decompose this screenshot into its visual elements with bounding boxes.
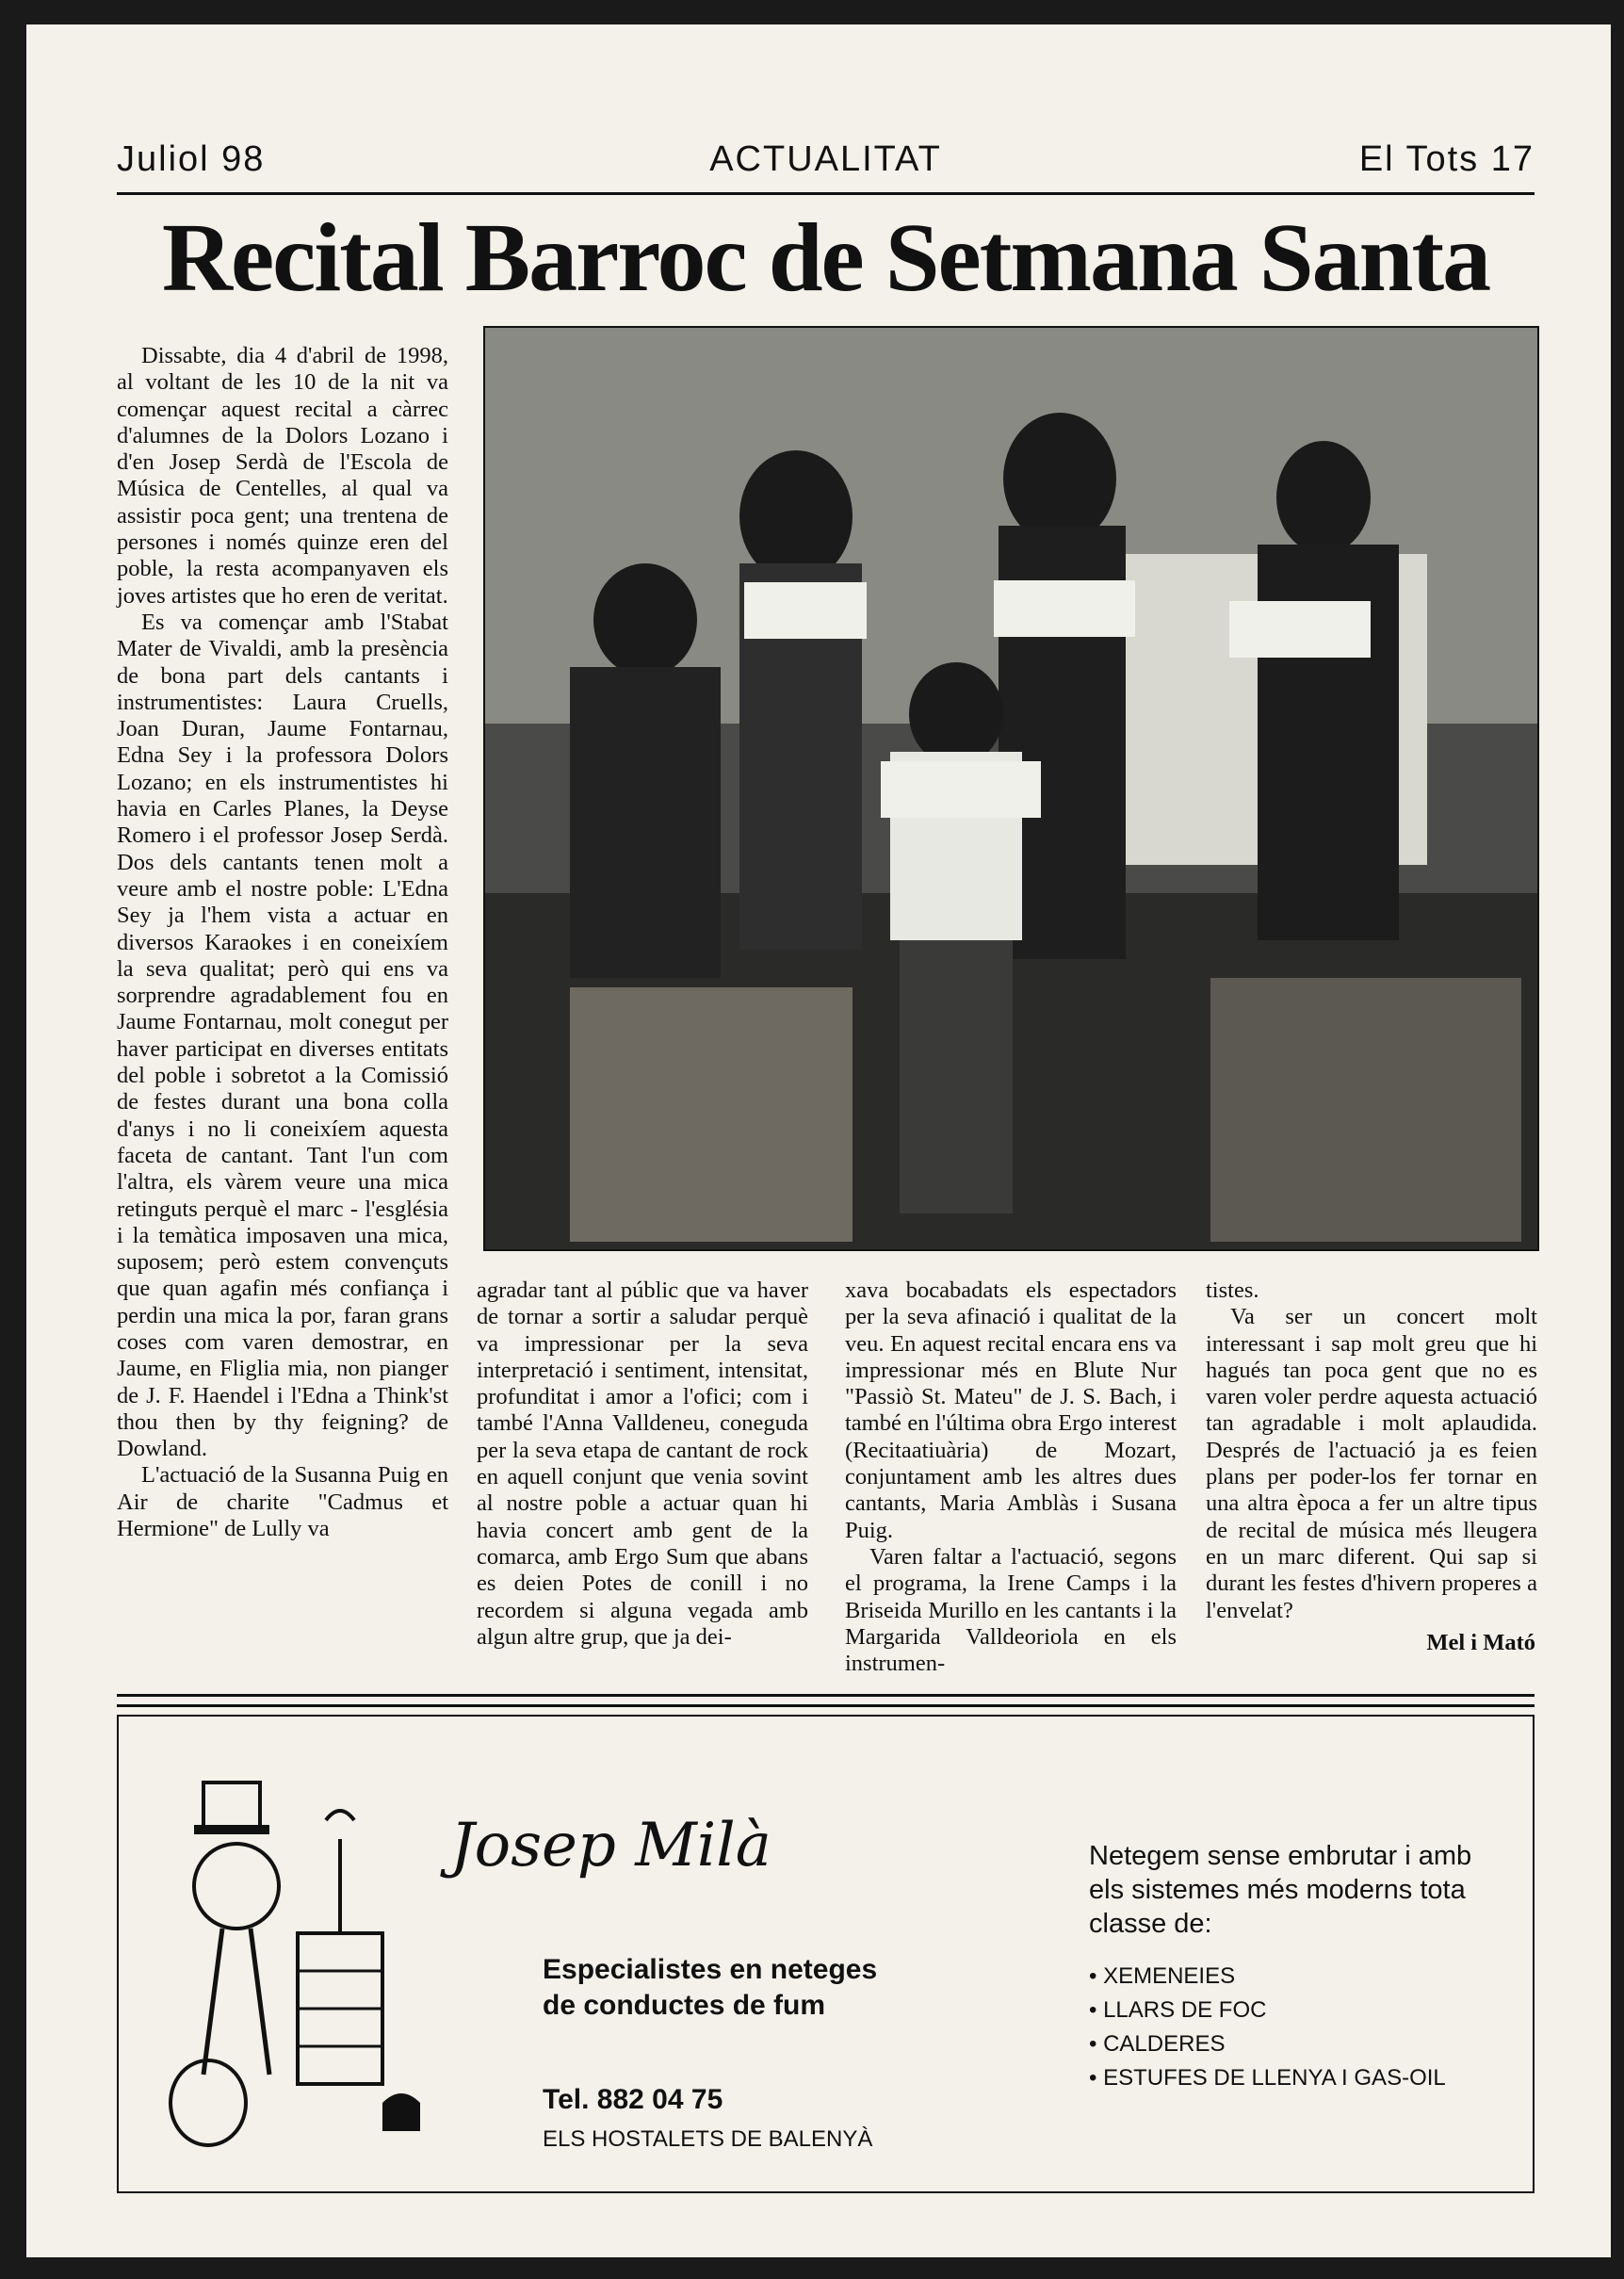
business-phone: Tel. 882 04 75: [543, 2084, 723, 2115]
section-name: ACTUALITAT: [709, 139, 942, 179]
issue-date: Juliol 98: [117, 139, 266, 179]
paragraph: Es va començar amb l'Stabat Mater de Vivaldi, amb la presència de bona part dels cantants i instrumentistes: Laura Cruells, Joan Duran, Jaume Fontarnau, Edna Sey i la professora Dolors Lozano; en els instrumentistes hi havia en Carles Planes, la Deyse Romero i el professor Josep Serdà. Dos dels cantants tenen molt a veure amb el nostre poble: L'Edna Sey ja l'hem vista a actuar en diversos Karaokes i en coneixíem la seva qualitat; però qui ens va sorprendre agradablement fou en Jaume Fontarnau, molt conegut per haver participat en diverses entitats del poble i sobretot a la Comissió de festes durant una bona colla d'anys i no li coneixíem aquesta faceta de cantant. Tant l'un com l'altra, els vàrem veure una mica retinguts perquè el marc - l'església i la temàtica imposaven una mica, suposem; però estem convençuts que quan agafin més confiança i perdin una mica la por, faran grans coses com varen demostrar, en Jaume, en Fliglia mia, non pianger de J. F. Haendel i l'Edna a Think'st thou then by thy feigning? de Dowland.: [117, 609, 448, 1462]
list-item: • XEMENEIES: [1089, 1960, 1503, 1994]
services-block: [1089, 1839, 1503, 2095]
article-column-3: [845, 1278, 1177, 1677]
recital-photo-illustration: [485, 328, 1537, 1249]
tagline-line: de conductes de fum: [543, 1990, 826, 2021]
paragraph: agradar tant al públic que va haver de tornar a sortir a saludar perquè va impressionar per la seva interpretació i sentiment, intensitat, profunditat i amor a l'ofici; com i també l'Anna Valldeneu, coneguda per la seva etapa de cantant de rock en aquell conjunt que venia sovint al nostre poble a actuar quan hi havia concert amb gent de la comarca, amb Ergo Sum que abans es deien Potes de conill i no recordem si alguna vegada amb algun altre grup, que ja dei-: [477, 1278, 808, 1650]
newspaper-page: [26, 24, 1611, 2257]
article-column-1: [117, 343, 448, 1675]
article-column-4: [1206, 1278, 1537, 1624]
paragraph: Dissabte, dia 4 d'abril de 1998, al voltant de les 10 de la nit va començar aquest recital a càrrec d'alumnes de la Dolors Lozano i d'en Josep Serdà de l'Escola de Música de Centelles, al qual va assistir poca gent; una trentena de persones i només quinze eren del poble, la resta acompanyaven els joves artistes que ho eren de veritat.: [117, 343, 448, 609]
list-item: • CALDERES: [1089, 2027, 1503, 2061]
services-list: [1089, 1960, 1503, 2095]
recital-photo: [483, 326, 1539, 1251]
paragraph: L'actuació de la Susanna Puig en Air de charite "Cadmus et Hermione" de Lully va: [117, 1462, 448, 1542]
tagline-line: Especialistes en neteges: [543, 1954, 878, 1985]
page-header: [117, 117, 1535, 195]
business-town: ELS HOSTALETS DE BALENYÀ: [543, 2126, 873, 2152]
business-tagline: [543, 1952, 877, 2024]
list-item: • LLARS DE FOC: [1089, 1994, 1503, 2027]
advertisement: [117, 1715, 1535, 2193]
paragraph: tistes.: [1206, 1278, 1259, 1303]
chimney-sweep-illustration: [166, 1764, 430, 2159]
article-signature: Mel i Mató: [1426, 1630, 1535, 1655]
article-title: Recital Barroc de Setmana Santa: [161, 203, 1490, 312]
list-item: • ESTUFES DE LLENYA I GAS-OIL: [1089, 2061, 1503, 2095]
section-divider: [117, 1694, 1535, 1707]
publication-page: El Tots 17: [1358, 139, 1535, 179]
article-column-2: [477, 1278, 808, 1651]
services-intro: Netegem sense embrutar i amb els sistemes més moderns tota classe de:: [1089, 1841, 1472, 1939]
business-name: Josep Milà: [450, 1811, 771, 1880]
paragraph: Varen faltar a l'actuació, segons el programa, la Irene Camps i la Briseida Murillo en les cantants i la Margarida Valldeoriola en els instrumen-: [845, 1543, 1177, 1677]
paragraph: xava bocabadats els espectadors per la seva afinació i qualitat de la veu. En aquest recital encara ens va impressionar més en Blute Nur "Passiò St. Mateu" de J. S. Bach, i també en l'última obra Ergo interest (Recitaatiuària) de Mozart, conjuntament amb les altres dues cantants, Maria Amblàs i Susana Puig.: [845, 1278, 1177, 1543]
paragraph: Va ser un concert molt interessant i sap molt greu que hi hagués tan poca gent que no es varen voler perdre aquesta actuació tan agradable i molt aplaudida. Després de l'actuació ja es feien plans per poder-los fer tornar en una altra època a fer un altre tipus de recital de música més lleugera en un marc diferent. Qui sap si durant les festes d'hivern properes a l'envelat?: [1206, 1304, 1537, 1623]
